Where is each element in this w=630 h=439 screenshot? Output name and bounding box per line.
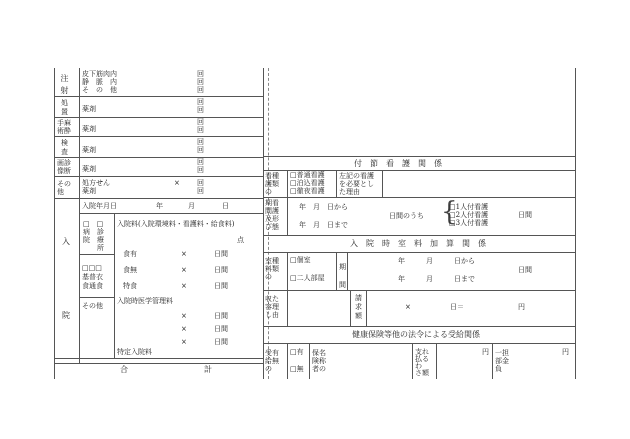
- admission-label-top: 入: [62, 237, 70, 246]
- count-unit: 回: [197, 118, 204, 126]
- nursing-period-label: 期看 間護 及形 び態: [265, 199, 279, 231]
- admission-date-label: 入院年月日: [82, 202, 117, 210]
- injection-item-1: 皮下筋肉内: [82, 70, 117, 78]
- basic-fee-title: 入院料(入院環境料・看護料・給食料): [117, 220, 235, 228]
- room-check-double: □二人部屋: [290, 274, 325, 282]
- request-times: ×: [405, 303, 411, 311]
- count-unit: 回: [197, 187, 204, 195]
- total-label-2: 計: [204, 365, 212, 374]
- benefit-check-no: □無: [290, 365, 304, 373]
- copay-label: 一担 部金 負: [495, 349, 509, 373]
- special-fee-label: 特定入院料: [117, 348, 152, 356]
- clinic-check-row-3: 院 療: [83, 236, 104, 244]
- insurance-header: 健康保険等他の法令による受給関係: [352, 330, 480, 339]
- room-check-private: □個室: [290, 256, 311, 264]
- meal-days-unit: 日間: [214, 266, 228, 274]
- count-unit: 回: [197, 158, 204, 166]
- mgmt-times: ×: [181, 312, 187, 320]
- room-period-to: 年 月 日まで: [398, 275, 475, 283]
- nursing-period-from: 年 月 日から: [299, 203, 348, 211]
- room-period-label: 期 間: [339, 263, 346, 289]
- meal-times: ×: [181, 250, 187, 258]
- meal-days-unit: 日間: [214, 250, 228, 258]
- count-unit: 回: [197, 78, 204, 86]
- nursing-period-to: 年 月 日まで: [299, 221, 348, 229]
- surgery-label: 手麻 術酔: [57, 119, 71, 135]
- count-unit: 回: [197, 138, 204, 146]
- meal-check-row-2: 基普衣: [82, 273, 103, 281]
- imaging-label: 画診 像断: [57, 159, 71, 175]
- request-amount-label: 請 求 額: [355, 294, 362, 320]
- meal-check-row-3: 食通食: [82, 282, 103, 290]
- paid-yen: 円: [482, 348, 489, 356]
- room-period-from: 年 月 日から: [398, 257, 475, 265]
- mgmt-fee-title: 入院時医学管理料: [117, 297, 173, 305]
- attendant-check-2: □2人付看護: [449, 211, 489, 219]
- mgmt-times: ×: [181, 338, 187, 346]
- request-yen: 円: [518, 303, 525, 311]
- meal-check-row-1: □□□: [82, 264, 102, 272]
- attendant-check-3: □3人付看護: [449, 219, 489, 227]
- room-fee-header: 入 院 時 室 料 加 算 関 係: [350, 239, 486, 248]
- meal-label-without: 食無: [123, 266, 137, 274]
- attendant-check-1: □1人付看護: [449, 203, 489, 211]
- clinic-check-row-1: □ □: [83, 220, 104, 228]
- total-label-1: 合: [120, 365, 128, 374]
- other-fee-label: その他: [82, 302, 103, 310]
- copay-yen: 円: [562, 348, 569, 356]
- mgmt-days-unit: 日間: [214, 312, 228, 320]
- brace-icon: {: [441, 197, 458, 227]
- nursing-reason-label: 左記の看護 を必要とし た理由: [339, 172, 374, 196]
- surgery-drug: 薬剤: [82, 125, 96, 133]
- attendant-days-unit: 日間: [518, 211, 532, 219]
- room-days-unit: 日間: [518, 266, 532, 274]
- nursing-header: 付 節 看 護 関 係: [354, 159, 442, 168]
- times-sign: ×: [174, 179, 180, 187]
- count-unit: 回: [197, 166, 204, 174]
- count-unit: 回: [197, 126, 204, 134]
- injection-item-3: そ の 他: [82, 86, 117, 94]
- exam-label: 検 査: [61, 139, 68, 156]
- count-unit: 回: [197, 98, 204, 106]
- imaging-drug: 薬剤: [82, 165, 96, 173]
- room-reason-label: 収た 容理 し由: [265, 295, 279, 319]
- admission-month: 月: [188, 202, 195, 210]
- count-unit: 回: [197, 86, 204, 94]
- meal-label-special: 特食: [123, 282, 137, 290]
- clinic-check-row-2: 病 診: [83, 228, 104, 236]
- injection-label: 注射: [60, 74, 69, 94]
- count-unit: 回: [197, 146, 204, 154]
- nursing-type-label: 看種 護類 の: [265, 172, 279, 196]
- nursing-days-within: 日間のうち: [389, 212, 424, 220]
- meal-days-unit: 日間: [214, 282, 228, 290]
- clinic-check-row-4: 所: [83, 244, 104, 252]
- prescription-label: 処方せん: [82, 179, 110, 187]
- procedure-label: 処 置: [61, 99, 68, 116]
- admission-label-bottom: 院: [62, 311, 70, 320]
- request-days-eq: 日＝: [450, 303, 464, 311]
- room-type-label: 室種 料類 の: [265, 257, 279, 281]
- count-unit: 回: [197, 179, 204, 187]
- mgmt-times: ×: [181, 325, 187, 333]
- injection-item-2: 静 脈 内: [82, 78, 117, 86]
- count-unit: 回: [197, 70, 204, 78]
- paid-amount-label: 支れ 払る わ さ額: [415, 348, 429, 377]
- meal-label-with: 食有: [123, 250, 137, 258]
- meal-times: ×: [181, 282, 187, 290]
- procedure-drug: 薬剤: [82, 105, 96, 113]
- nursing-check-overnight-stay: □泊込看護: [290, 179, 325, 187]
- insurer-name-label: 保名 険称 者の: [312, 349, 326, 373]
- admission-day: 日: [222, 202, 229, 210]
- nursing-check-regular: □普通看護: [290, 171, 325, 179]
- mgmt-days-unit: 日間: [214, 325, 228, 333]
- points-label: 点: [237, 236, 244, 244]
- nursing-check-all-night: □徹夜看護: [290, 187, 325, 195]
- other-label: その 他: [57, 180, 71, 196]
- mgmt-days-unit: 日間: [214, 338, 228, 346]
- benefit-label: 受有 給無 の: [265, 349, 279, 373]
- other-drug: 薬剤: [82, 187, 96, 195]
- meal-times: ×: [181, 266, 187, 274]
- admission-year: 年: [156, 202, 163, 210]
- exam-drug: 薬剤: [82, 146, 96, 154]
- count-unit: 回: [197, 106, 204, 114]
- benefit-check-yes: □有: [290, 348, 304, 356]
